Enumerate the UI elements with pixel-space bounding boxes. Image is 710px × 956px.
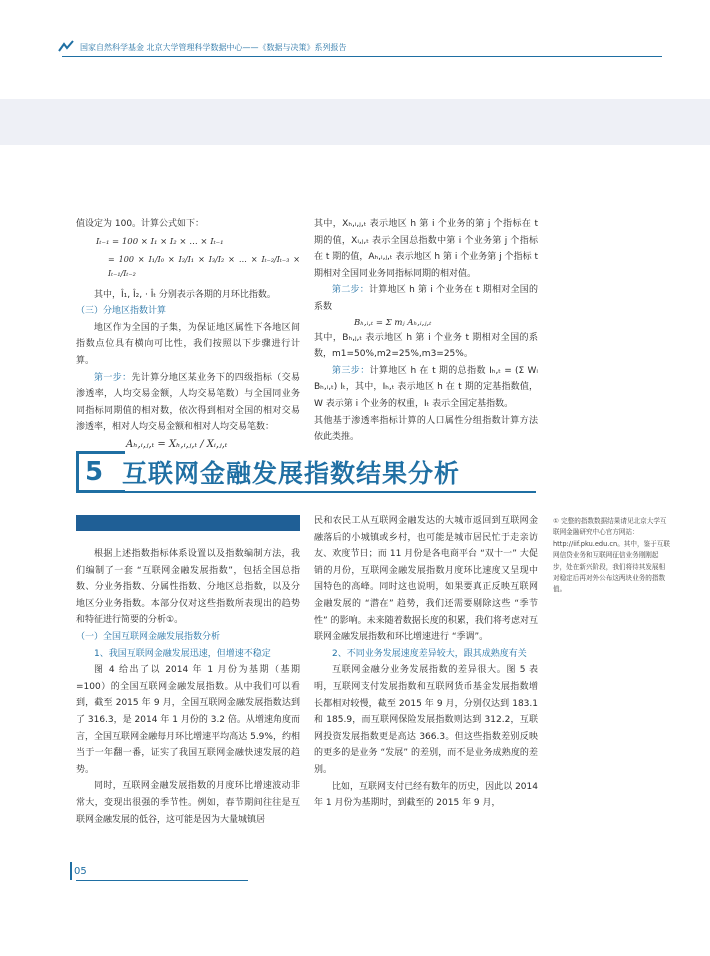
page-number: 05 <box>74 866 87 877</box>
finding-one-text: 图 4 给出了以 2014 年 1 月份为基期（基期=100）的全国互联网金融发展指数。从中我们可以看到，截至 2015 年 9 月，全国互联网金融发展指数达到了 316.3，是 2014 年 1 月份的 3.2 倍。从增速角度而言，全国互联网金融每月环比增速平均高达 5.9%，约相当于一年翻一番，证实了我国互联网金融快速发展的趋势。 <box>76 665 300 775</box>
step-one-label: 第一步： <box>94 372 132 383</box>
method-note: 其他基于渗透率指标计算的人口属性分组指数计算方法依此类推。 <box>314 415 538 443</box>
step-one-text: 先计算分地区某业务下的四级指标（交易渗透率，人均交易金额，人均交易笔数）与全国同业务同指标同期值的相对数，依次得到相对全国的相对交易渗透率，相对人均交易金额和相对人均交易笔数： <box>76 372 300 433</box>
header-rule <box>62 56 662 57</box>
section-accent-bar <box>76 515 300 531</box>
step-two <box>314 282 538 315</box>
left-column-bottom <box>76 546 300 828</box>
left-column-top <box>76 216 300 452</box>
regional-intro: 地区作为全国的子集，为保证地区属性下各地区间指数点位具有横向可比性，我们按照以下步骤进行计算。 <box>76 322 300 366</box>
finding-one-heading: 1、我国互联网金融发展迅速，但增速不稳定 <box>94 648 271 659</box>
right-column-top <box>314 216 538 446</box>
section-number: 5 <box>76 451 125 493</box>
formula-chain-2: = 100 × I₁/I₀ × I₂/I₁ × I₃/I₂ × … × Iₜ₋₂/Iₜ₋₃ × Iₜ₋₁/Iₜ₋₂ <box>108 254 300 278</box>
section-rule <box>116 491 536 493</box>
step-one <box>76 370 300 436</box>
variable-definitions: 其中，Xₕ,ᵢ,ⱼ,ₜ 表示地区 h 第 i 个业务的第 j 个指标在 t 期的值，Xᵢ,ⱼ,ₜ 表示全国总指数中第 i 个业务第 j 个指标在 t 期的值，Aₕ,ᵢ,ⱼ,ₜ 表示地区 h 第 i 个业务第 j 个指标 t 期相对全国同业务同指标同期的相对值。 <box>314 219 538 279</box>
subheading-regional: （三）分地区指数计算 <box>76 306 167 317</box>
formula-note: 其中，Î₁, Î₂, · Îₜ 分别表示各期的月环比指数。 <box>94 289 276 300</box>
formula-coefficient: Bₕ,ᵢ,ₜ = Σ mⱼ Aₕ,ᵢ,ⱼ,ₜ <box>354 317 432 328</box>
step-three <box>314 363 538 413</box>
coefficient-definition: 其中，Bₕ,ⱼ,ₜ 表示地区 h 第 i 个业务 t 期相对全国的系数，m1=50%,m2=25%,m3=25%。 <box>314 332 538 360</box>
analysis-intro: 根据上述指数指标体系设置以及指数编制方法，我们编制了一套 “互联网金融发展指数”，包括全国总指数、分业务指数、分属性指数、分地区总指数，以及分地区分业务指数。本部分仅对这些指数所表现出的趋势和特征进行简要的分析①。 <box>76 549 300 626</box>
running-header: 国家自然科学基金 北京大学管理科学数据中心——《数据与决策》系列报告 <box>80 43 347 52</box>
page-number-marker <box>70 862 72 880</box>
seasonality-continued: 民和农民工从互联网金融发达的大城市返回到互联网金融落后的小城镇或乡村，也可能是城市居民忙于走亲访友、欢度节日；而 11 月份是各电商平台 “双十一” 大促销的月份，互联网金融发展指数月度环比速度又呈现中国特色的高峰。同时这也说明，如果要真正反映互联网金融发展的 “潜在” 趋势，我们还需要剔除这些 “季节性” 的影响。未来随着数据长度的积累，我们将考虑对互联网金融发展指数和环比增速进行 “季调”。 <box>314 516 538 643</box>
step-two-label: 第二步： <box>332 285 370 296</box>
formula-chain-1: Iₜ₋₁ = 100 × I₁ × I₂ × … × Iₜ₋₁ <box>96 236 224 247</box>
step-three-label: 第三步： <box>332 365 370 376</box>
section-title: 互联网金融发展指数结果分析 <box>122 459 461 488</box>
footer-rule <box>76 880 248 881</box>
header-band <box>0 99 710 145</box>
step-three-text: 计算地区 h 在 t 期的总指数 Iₕ,ₜ = (Σ Wᵢ Bₕ,ᵢ,ₜ) Iₜ，其中，Iₕ,ₜ 表示地区 h 在 t 期的定基指数值，W 表示第 i 个业务的权重，Iₜ 表示全国定基指数。 <box>314 365 538 409</box>
formula-intro: 值设定为 100。计算公式如下： <box>76 219 205 229</box>
report-logo-icon <box>58 40 74 54</box>
step-two-text: 计算地区 h 第 i 个业务在 t 期相对全国的系数 <box>314 285 538 312</box>
subheading-national: （一）全国互联网金融发展指数分析 <box>76 631 221 642</box>
right-column-bottom <box>314 513 538 812</box>
footnote-sidebar: ① 完整的指数数据结果请见北京大学互联网金融研究中心官方网站：http://iif.pku.edu.cn。其中，鉴于互联网信贷业务和互联网征信业务刚刚起步，处在新兴阶段，我们将待其发展相对稳定后再对外公布这两块业务的指数值。 <box>553 517 670 594</box>
seasonality-text: 同时，互联网金融发展指数的月度环比增速波动非常大，变现出很强的季节性。例如，春节期间往往是互联网金融发展的低谷，这可能是因为大量城镇居 <box>76 781 300 825</box>
finding-two-heading: 2、不同业务发展速度差异较大，跟其成熟度有关 <box>332 648 527 659</box>
payment-example-text: 比如，互联网支付已经有数年的历史，因此以 2014 年 1 月份为基期时，到截至的 2015 年 9 月， <box>314 781 538 809</box>
formula-relative: Aₕ,ᵢ,ⱼ,ₜ = Xₕ,ᵢ,ⱼ,ₜ / Xᵢ,ⱼ,ₜ <box>126 438 228 450</box>
finding-two-text: 互联网金融分业务发展指数的差异很大。图 5 表明，互联网支付发展指数和互联网货币基金发展指数增长都相对较慢，截至 2015 年 9 月，分别仅达到 183.1 和 185.9，而互联网保险发展指数则达到 312.2，互联网投资发展指数更是高达 366.3。但这些指数差别反映的更多的是业务 “发展” 的差别，而不是业务成熟度的差别。 <box>314 665 538 775</box>
